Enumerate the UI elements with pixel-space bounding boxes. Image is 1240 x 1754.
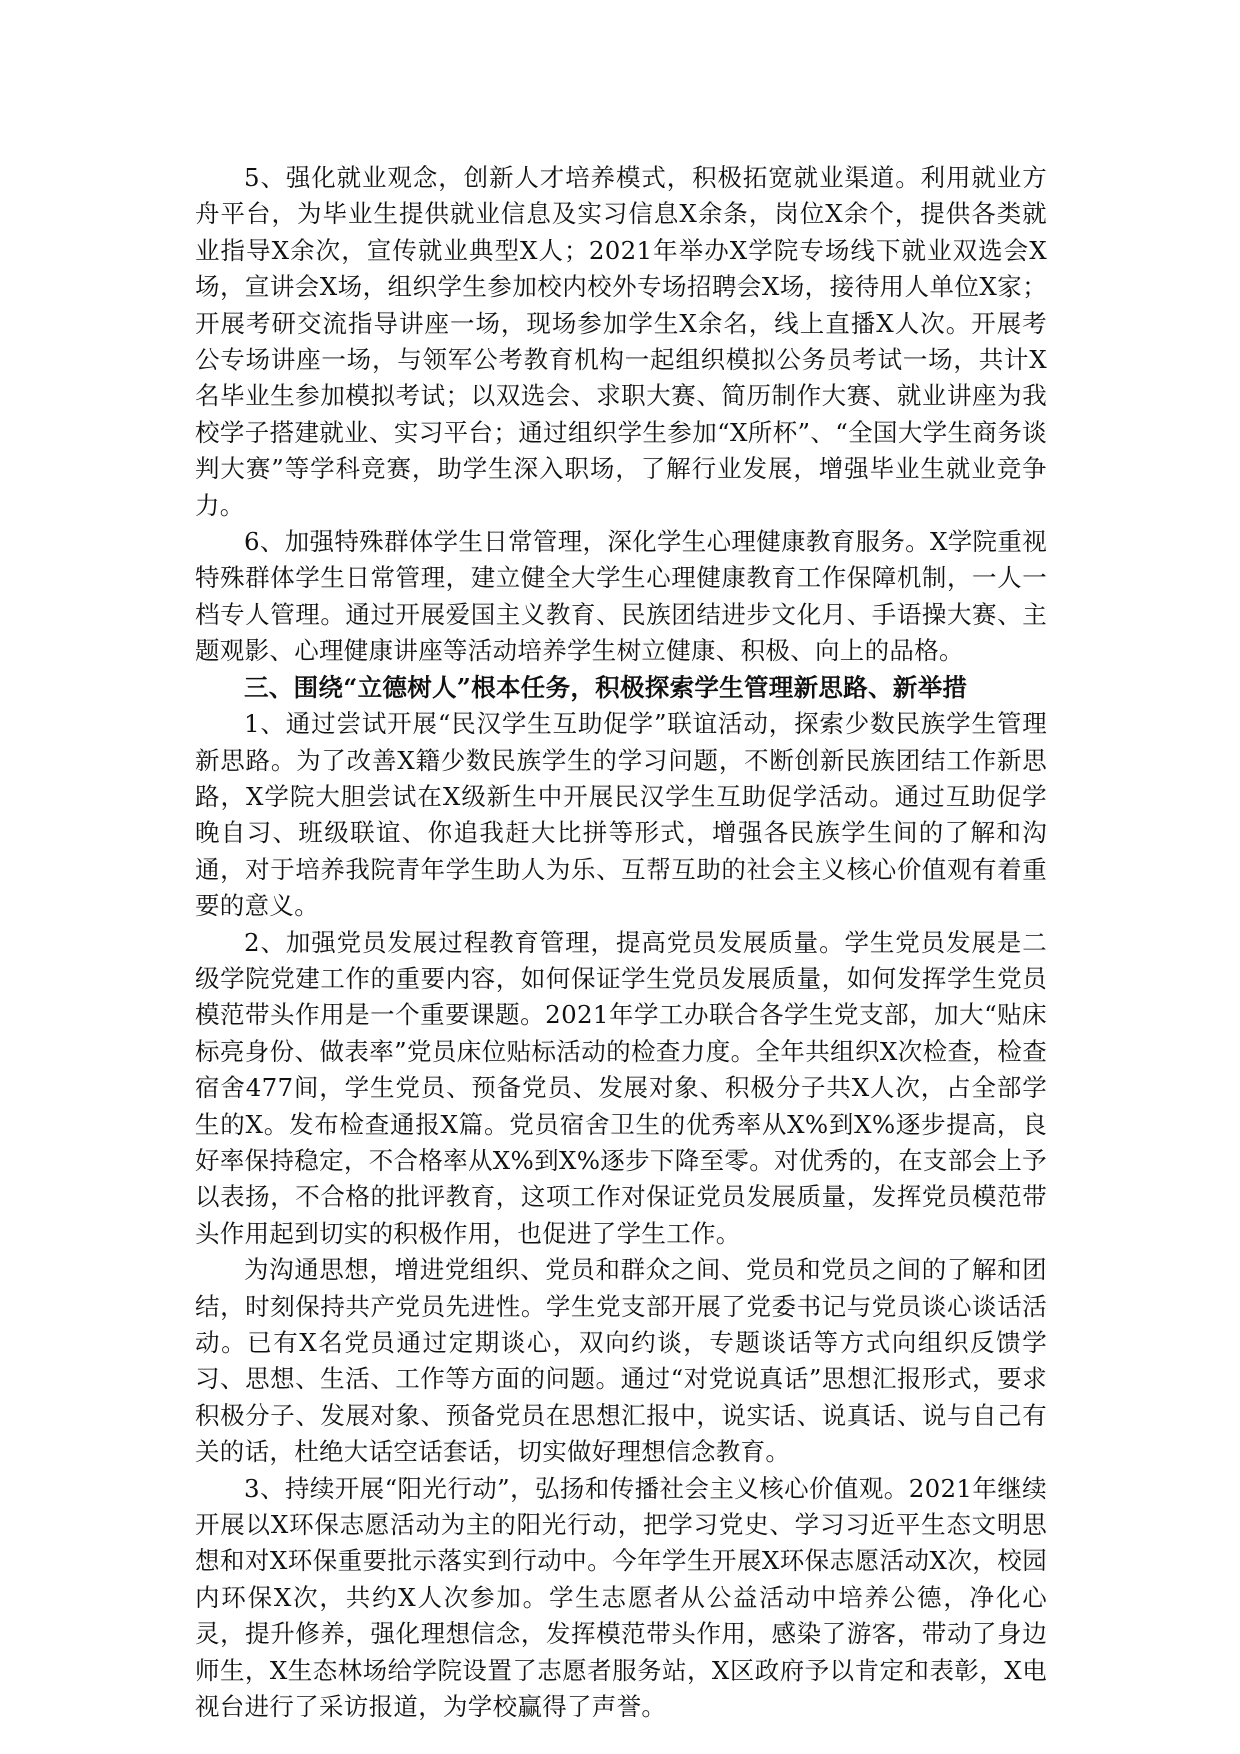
paragraph-party-development: 2、加强党员发展过程教育管理，提高党员发展质量。学生党员发展是二级学院党建工作的重要内容，如何保证学生党员发展质量，如何发挥学生党员模范带头作用是一个重要课题。2021年学工办联合各学生党支部，加大“贴床标亮身份、做表率”党员床位贴标活动的检查力度。全年共组织X次检查，检查宿舍477间，学生党员、预备党员、发展对象、积极分子共X人次，占全部学生的X。发布检查通报X篇。党员宿舍卫生的优秀率从X%到X%逐步提高，良好率保持稳定，不合格率从X%到X%逐步下降至零。对优秀的，在支部会上予以表扬，不合格的批评教育，这项工作对保证党员发展质量，发挥党员模范带头作用起到切实的积极作用，也促进了学生工作。 (195, 927, 1047, 1248)
paragraph-sunshine-action: 3、持续开展“阳光行动”，弘扬和传播社会主义核心价值观。2021年继续开展以X环保志愿活动为主的阳光行动，把学习党史、学习习近平生态文明思想和对X环保重要批示落实到行动中。今年学生开展X环保志愿活动X次，校园内环保X次，共约X人次参加。学生志愿者从公益活动中培养公德，净化心灵，提升修养，强化理想信念，发挥模范带头作用，感染了游客，带动了身边师生，X生态林场给学院设置了志愿者服务站，X区政府予以肯定和表彰，X电视台进行了采访报道，为学校赢得了声誉。 (195, 1473, 1047, 1722)
section-heading: 三、围绕“立德树人”根本任务，积极探索学生管理新思路、新举措 (244, 672, 968, 702)
paragraph-communication: 为沟通思想，增进党组织、党员和群众之间、党员和党员之间的了解和团结，时刻保持共产党员先进性。学生党支部开展了党委书记与党员谈心谈话活动。已有X名党员通过定期谈心，双向约谈，专题谈话等方式向组织反馈学习、思想、生活、工作等方面的问题。通过“对党说真话”思想汇报形式，要求积极分子、发展对象、预备党员在思想汇报中，说实话、说真话、说与自己有关的话，杜绝大话空话套话，切实做好理想信念教育。 (195, 1255, 1047, 1467)
paragraph-employment: 5、强化就业观念，创新人才培养模式，积极拓宽就业渠道。利用就业方舟平台，为毕业生提供就业信息及实习信息X余条，岗位X余个，提供各类就业指导X余次，宣传就业典型X人；2021年举办X学院专场线下就业双选会X场，宣讲会X场，组织学生参加校内校外专场招聘会X场，接待用人单位X家；开展考研交流指导讲座一场，现场参加学生X余名，线上直播X人次。开展考公专场讲座一场，与领军公考教育机构一起组织模拟公务员考试一场，共计X名毕业生参加模拟考试；以双选会、求职大赛、简历制作大赛、就业讲座为我校学子搭建就业、实习平台；通过组织学生参加“X所杯”、“全国大学生商务谈判大赛”等学科竞赛，助学生深入职场，了解行业发展，增强毕业生就业竞争力。 (195, 163, 1047, 520)
document-body (195, 160, 1047, 1725)
paragraph-mutual-aid: 1、通过尝试开展“民汉学生互助促学”联谊活动，探索少数民族学生管理新思路。为了改善X籍少数民族学生的学习问题，不断创新民族团结工作新思路，X学院大胆尝试在X级新生中开展民汉学生互助促学活动。通过互助促学晚自习、班级联谊、你追我赶大比拼等形式，增强各民族学生间的了解和沟通，对于培养我院青年学生助人为乐、互帮互助的社会主义核心价值观有着重要的意义。 (195, 709, 1047, 921)
paragraph-special-groups: 6、加强特殊群体学生日常管理，深化学生心理健康教育服务。X学院重视特殊群体学生日常管理，建立健全大学生心理健康教育工作保障机制，一人一档专人管理。通过开展爱国主义教育、民族团结进步文化月、手语操大赛、主题观影、心理健康讲座等活动培养学生树立健康、积极、向上的品格。 (195, 527, 1047, 666)
